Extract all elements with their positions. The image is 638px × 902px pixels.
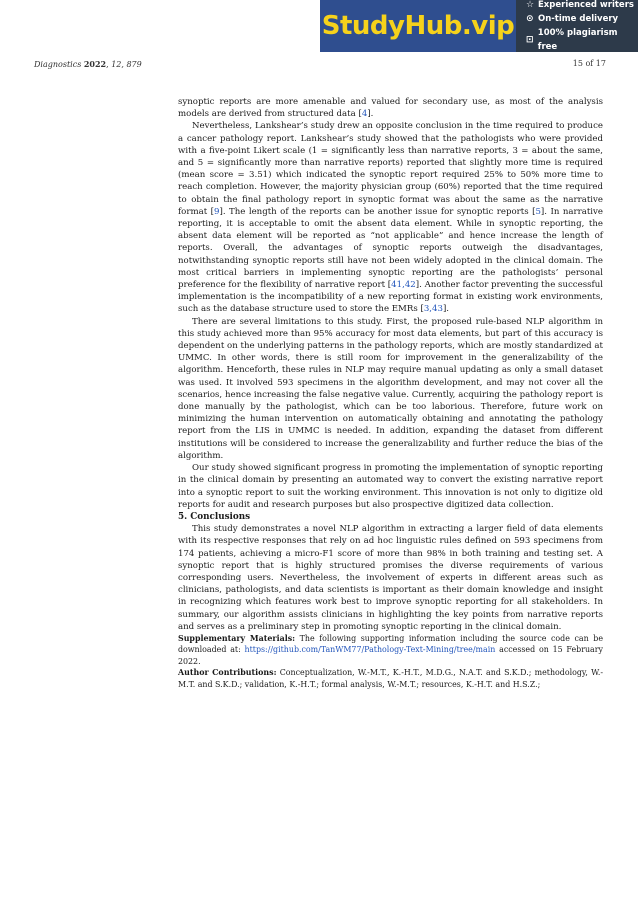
feature-on-time-delivery: ⊙ On-time delivery (526, 14, 619, 24)
shield-check-icon: ⊡ (526, 35, 534, 45)
author-contributions: Author Contributions: Conceptualization, W.-M.T., K.-H.T., M.D.G., N.A.T. and S.K.D.; methodology, W.-M.T. and S.K.D.; validation, K.-H.T.; formal analysis, W.-M.T.; resources, K.-H.T. and H.S.Z.; (178, 668, 603, 689)
article-body (178, 96, 603, 690)
banner-features (516, 0, 638, 54)
studyhub-logo[interactable]: StudyHub.vip (320, 0, 516, 52)
paragraph: Our study showed significant progress in promoting the implementation of synoptic reporting in the clinical domain by presenting an automated way to convert the existing narrative report into a synoptic report to suit the working environment. This innovation is not only to digitize old reports for audit and research purposes but also prospective digitized data collection. (178, 463, 603, 510)
supplementary-materials: Supplementary Materials: The following supporting information including the source code can be downloaded at: https://github.com/TanWM77/Pathology-Text-Mining/tree/main accessed on 15 February 2022. (178, 633, 603, 666)
github-link[interactable]: https://github.com/TanWM77/Pathology-Text-Mining/tree/main (244, 645, 496, 655)
citation-link[interactable]: 4 (361, 109, 368, 120)
page-header (34, 59, 606, 69)
citation-link[interactable]: 9 (214, 206, 220, 217)
ad-banner[interactable] (320, 0, 638, 52)
paragraph: There are several limitations to this study. First, the proposed rule-based NLP algorithm in this study achieved more than 95% accuracy for most data elements, but part of this accuracy is dependent on the underlying patterns in the pathology reports, which are mostly standardized at UMMC. In other words, there is still room for improvement in the generalizability of the algorithm. Henceforth, these rules in NLP may require manual updating as only a small dataset was used. It involved 593 specimens in the algorithm development, and may not cover all the scenarios, hence increasing the false negative value. Currently, acquiring the pathology report is done manually by the pathologist, which can be too laborious. Therefore, future work on minimizing the human intervention on automatically obtaining and annotating the pathology report from the LIS in UMMC is needed. In addition, expanding the dataset from different institutions will be considered to increase the generalizability and further reduce the bias of the algorithm. (178, 316, 603, 461)
citation-link[interactable]: 3,43 (423, 304, 443, 315)
citation-link[interactable]: 41,42 (391, 280, 416, 291)
paragraph: This study demonstrates a novel NLP algorithm in extracting a larger field of data elements with its respective responses that rely on ad hoc linguistic rules defined on 593 specimens from 174 patients, achieving a micro-F1 score of more than 98% in both training and testing set. A synoptic report that is highly structured promises the diverse requirements of various corresponding users. Nevertheless, the involvement of experts in different areas such as clinicians, pathologists, and data scientists is important as their domain knowledge and insight in recognizing which features work best to improve synoptic reporting for all stakeholders. In summary, our algorithm assists clinicians in highlighting the key points from narrative reports and serves as a preliminary step in promoting synoptic reporting in the clinical domain. (178, 524, 603, 632)
feature-experienced-writers: ☆ Experienced writers (526, 0, 634, 10)
citation-link[interactable]: 5 (535, 206, 541, 217)
star-icon: ☆ (526, 0, 535, 10)
journal-citation: Diagnostics 2022, 12, 879 (34, 59, 142, 69)
clock-icon: ⊙ (526, 14, 534, 24)
paragraph: Nevertheless, Lankshear’s study drew an opposite conclusion in the time required to produce a cancer pathology report. Lankshear’s study showed that the pathologists who were provided with a five-point Likert scale (1 = significantly less than narrative reports, 3 = about the same, and 5 = significantly more than narrative reports) reported that slightly more time is required (mean score = 3.51) which indicated the synoptic report required 25% to 50% more time to reach completion. However, the majority physician group (60%) reported that the time required to obtain the final pathology report in synoptic format was about the same as the narrative format [9]. The length of the reports can be another issue for synoptic reports [5]. In narrative reporting, it is acceptable to omit the absent data element. While in synoptic reporting, the absent data element will be reported as “not applicable” and hence increase the length of reports. Overall, the advantages of synoptic reports outweigh the disadvantages, notwithstanding synoptic reports still have not been widely adopted in the clinical domain. The most critical barriers in implementing synoptic reporting are the pathologists’ personal preference for the flexibility of narrative report [41,42]. Another factor preventing the successful implementation is the incompatibility of a new reporting format in existing work environments, such as the database structure used to store the EMRs [3,43]. (178, 121, 603, 315)
feature-plagiarism-free: ⊡ 100% plagiarism free (526, 28, 618, 52)
section-heading: 5. Conclusions (178, 511, 251, 522)
page-number: 15 of 17 (572, 59, 606, 68)
paragraph: synoptic reports are more amenable and valued for secondary use, as most of the analysis models are derived from structured data [4]. (178, 97, 603, 120)
